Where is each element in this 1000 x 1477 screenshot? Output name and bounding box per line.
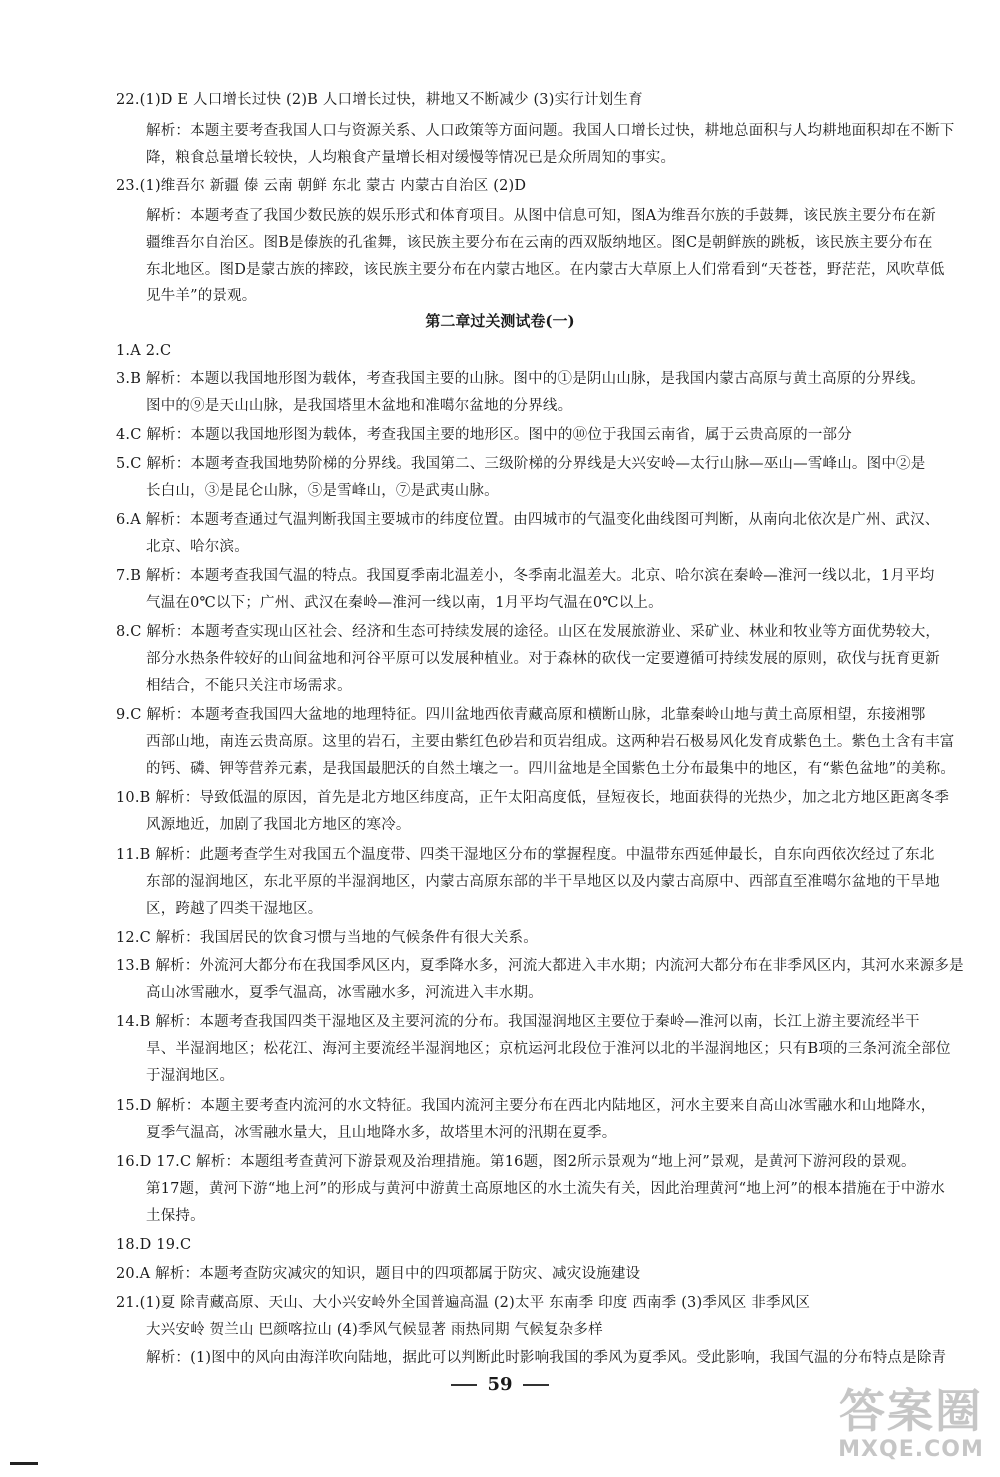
watermark-top: 答案圈 <box>839 1384 983 1438</box>
corner-mark <box>10 1462 38 1465</box>
text-line: 12.C 解析：我国居民的饮食习惯与当地的气候条件有很大关系。 <box>116 930 538 946</box>
text-line: 旱、半湿润地区；松花江、海河主要流经半湿润地区；京杭运河北段位于淮河以北的半湿润地区；只有B项的三条河流全部位 <box>146 1041 951 1057</box>
text-line: 北京、哈尔滨。 <box>146 539 249 555</box>
text-line: 第17题，黄河下游“地上河”的形成与黄河中游黄土高原地区的水土流失有关，因此治理黄河“地上河”的根本措施在于中游水 <box>146 1181 945 1197</box>
text-line: 部分水热条件较好的山间盆地和河谷平原可以发展种植业。对于森林的砍伐一定要遵循可持续发展的原则，砍伐与抚育更新 <box>146 651 940 667</box>
text-line: 东部的湿润地区，东北平原的半湿润地区，内蒙古高原东部的半干旱地区以及内蒙古高原中、西部直至准噶尔盆地的干旱地 <box>146 874 940 890</box>
text-line: 土保持。 <box>146 1208 205 1224</box>
text-line: 风源地近，加剧了我国北方地区的寒冷。 <box>146 817 411 833</box>
text-line: 西部山地，南连云贵高原。这里的岩石，主要由紫红色砂岩和页岩组成。这两种岩石极易风化发育成紫色土。紫色土含有丰富 <box>146 734 955 750</box>
text-line: 1.A 2.C <box>116 343 172 359</box>
text-line: 9.C 解析：本题考查我国四大盆地的地理特征。四川盆地西依青藏高原和横断山脉，北靠秦岭山地与黄土高原相望，东接湘鄂 <box>116 707 926 723</box>
text-line: 6.A 解析：本题考查通过气温判断我国主要城市的纬度位置。由四城市的气温变化曲线图可判断，从南向北依次是广州、武汉、 <box>116 512 940 528</box>
text-line: 大兴安岭 贺兰山 巴颜喀拉山 (4)季风气候显著 雨热同期 气候复杂多样 <box>146 1322 603 1338</box>
text-line: 夏季气温高，冰雪融水量大，且山地降水多，故塔里木河的汛期在夏季。 <box>146 1125 617 1141</box>
text-line: 疆维吾尔自治区。图B是傣族的孔雀舞，该民族主要分布在云南的西双版纳地区。图C是朝鲜族的跳板，该民族主要分布在 <box>146 235 933 251</box>
text-line: 4.C 解析：本题以我国地形图为载体，考查我国主要的地形区。图中的⑩位于我国云南省，属于云贵高原的一部分 <box>116 427 852 443</box>
section-title: 第二章过关测试卷(一) <box>425 312 575 330</box>
text-line: 7.B 解析：本题考查我国气温的特点。我国夏季南北温差小，冬季南北温差大。北京、哈尔滨在秦岭—淮河一线以北，1月平均 <box>116 568 935 584</box>
page-number-dash <box>451 1384 477 1386</box>
text-line: 15.D 解析：本题主要考查内流河的水文特征。我国内流河主要分布在西北内陆地区，河水主要来自高山冰雪融水和山地降水， <box>116 1098 936 1114</box>
text-line: 降，粮食总量增长较快，人均粮食产量增长相对缓慢等情况已是众所周知的事实。 <box>146 150 676 166</box>
watermark-bottom: MXQE.COM <box>838 1437 984 1462</box>
text-line: 10.B 解析：导致低温的原因，首先是北方地区纬度高，正午太阳高度低，昼短夜长，地面获得的光热少，加之北方地区距离冬季 <box>116 790 950 806</box>
text-line: 11.B 解析：此题考查学生对我国五个温度带、四类干湿地区分布的掌握程度。中温带东西延伸最长，自东向西依次经过了东北 <box>116 847 935 863</box>
text-line: 20.A 解析：本题考查防灾减灾的知识，题目中的四项都属于防灾、减灾设施建设 <box>116 1266 641 1282</box>
watermark-logo <box>836 1385 986 1471</box>
text-line: 图中的⑨是天山山脉，是我国塔里木盆地和准噶尔盆地的分界线。 <box>146 398 573 414</box>
text-line: 长白山，③是昆仑山脉，⑤是雪峰山，⑦是武夷山脉。 <box>146 483 499 499</box>
text-line: 22.(1)D E 人口增长过快 (2)B 人口增长过快，耕地又不断减少 (3)实行计划生育 <box>116 92 643 108</box>
text-line: 16.D 17.C 解析：本题组考查黄河下游景观及治理措施。第16题，图2所示景观为“地上河”景观，是黄河下游河段的景观。 <box>116 1154 916 1170</box>
text-line: 于湿润地区。 <box>146 1068 235 1084</box>
text-line: 18.D 19.C <box>116 1237 192 1253</box>
text-line: 相结合，不能只关注市场需求。 <box>146 678 352 694</box>
text-line: 8.C 解析：本题考查实现山区社会、经济和生态可持续发展的途径。山区在发展旅游业、采矿业、林业和牧业等方面优势较大， <box>116 624 941 640</box>
text-line: 气温在0℃以下；广州、武汉在秦岭—淮河一线以南，1月平均气温在0℃以上。 <box>146 595 663 611</box>
page-number-dash <box>523 1384 549 1386</box>
text-line: 区，跨越了四类干湿地区。 <box>146 901 323 917</box>
text-line: 14.B 解析：本题考查我国四类干湿地区及主要河流的分布。我国湿润地区主要位于秦岭—淮河以南，长江上游主要流经半干 <box>116 1014 920 1030</box>
text-line: 23.(1)维吾尔 新疆 傣 云南 朝鲜 东北 蒙古 内蒙古自治区 (2)D <box>116 178 527 194</box>
text-line: 解析：本题主要考查我国人口与资源关系、人口政策等方面问题。我国人口增长过快，耕地总面积与人均耕地面积却在不断下 <box>146 123 955 139</box>
text-line: 13.B 解析：外流河大都分布在我国季风区内，夏季降水多，河流大都进入丰水期；内流河大都分布在非季风区内，其河水来源多是 <box>116 958 964 974</box>
text-line: 的钙、磷、钾等营养元素，是我国最肥沃的自然土壤之一。四川盆地是全国紫色土分布最集中的地区，有“紫色盆地”的美称。 <box>146 761 956 777</box>
text-line: 解析：本题考查了我国少数民族的娱乐形式和体育项目。从图中信息可知，图A为维吾尔族的手鼓舞，该民族主要分布在新 <box>146 208 936 224</box>
text-line: 高山冰雪融水，夏季气温高，冰雪融水多，河流进入丰水期。 <box>146 985 543 1001</box>
text-line: 3.B 解析：本题以我国地形图为载体，考查我国主要的山脉。图中的①是阴山山脉，是我国内蒙古高原与黄土高原的分界线。 <box>116 371 925 387</box>
text-line: 见牛羊”的景观。 <box>146 288 257 304</box>
text-line: 东北地区。图D是蒙古族的摔跤，该民族主要分布在内蒙古地区。在内蒙古大草原上人们常看到“天苍苍，野茫茫，风吹草低 <box>146 262 945 278</box>
text-line: 21.(1)夏 除青藏高原、天山、大小兴安岭外全国普遍高温 (2)太平 东南季 印度 西南季 (3)季风区 非季风区 <box>116 1295 811 1311</box>
text-line: 5.C 解析：本题考查我国地势阶梯的分界线。我国第二、三级阶梯的分界线是大兴安岭—太行山脉—巫山—雪峰山。图中②是 <box>116 456 926 472</box>
page-number-text: 59 <box>487 1374 513 1395</box>
text-line: 解析：(1)图中的风向由海洋吹向陆地，据此可以判断此时影响我国的季风为夏季风。受此影响，我国气温的分布特点是除青 <box>146 1350 947 1366</box>
